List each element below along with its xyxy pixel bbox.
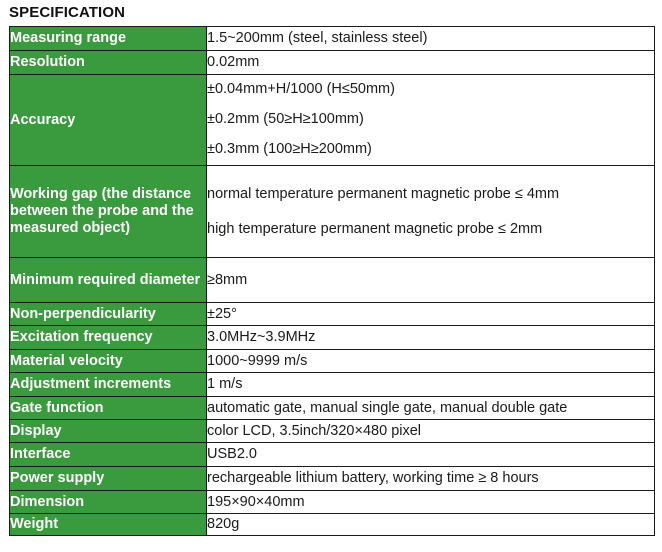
spec-value	[207, 258, 655, 303]
table-row	[10, 326, 655, 350]
spec-value	[207, 166, 655, 258]
spec-value-line: 3.0MHz~3.9MHz	[207, 329, 316, 345]
spec-value-line: 195×90×40mm	[207, 493, 305, 510]
spec-value-line: 1000~9999 m/s	[207, 352, 308, 369]
spec-value-line: 0.02mm	[207, 54, 260, 70]
spec-label: Adjustment increments	[10, 373, 207, 397]
table-row	[10, 443, 655, 467]
spec-label: Working gap (the distance between the probe and the measured object)	[10, 166, 207, 258]
section-heading: SPECIFICATION	[9, 4, 126, 21]
spec-label: Display	[10, 420, 207, 443]
spec-value-line: ±25°	[207, 305, 237, 322]
spec-value	[207, 75, 655, 166]
spec-value	[207, 27, 655, 51]
spec-label: Gate function	[10, 397, 207, 420]
spec-value	[207, 467, 655, 491]
spec-label: Weight	[10, 514, 207, 536]
spec-value-line: automatic gate, manual single gate, manual double gate	[207, 399, 568, 416]
table-row	[10, 420, 655, 443]
spec-value	[207, 491, 655, 514]
spec-label: Excitation frequency	[10, 326, 207, 350]
table-row	[10, 166, 655, 258]
spec-value	[207, 443, 655, 467]
spec-value-line: ≥8mm	[207, 271, 248, 288]
spec-label: Non-perpendicularity	[10, 303, 207, 326]
table-row	[10, 51, 655, 75]
spec-value-line: USB2.0	[207, 446, 257, 462]
table-row	[10, 491, 655, 514]
spec-value	[207, 350, 655, 373]
table-row	[10, 514, 655, 536]
table-row	[10, 27, 655, 51]
spec-label: Power supply	[10, 467, 207, 491]
spec-value	[207, 303, 655, 326]
spec-value-line: ±0.04mm+H/1000 (H≤50mm)	[207, 81, 395, 97]
spec-value-line: color LCD, 3.5inch/320×480 pixel	[207, 422, 422, 439]
spec-value	[207, 326, 655, 350]
spec-value-line: 1 m/s	[207, 376, 243, 392]
table-row	[10, 397, 655, 420]
spec-value-line: high temperature permanent magnetic probe ≤ 2mm	[207, 220, 543, 237]
spec-label: Dimension	[10, 491, 207, 514]
spec-value-line: ±0.2mm (50≥H≥100mm)	[207, 111, 364, 127]
spec-value-line: normal temperature permanent magnetic probe ≤ 4mm	[207, 185, 560, 202]
spec-value	[207, 51, 655, 75]
spec-label: Measuring range	[10, 27, 207, 51]
spec-value	[207, 373, 655, 397]
spec-value-line: 820g	[207, 516, 240, 532]
spec-value	[207, 397, 655, 420]
table-row	[10, 303, 655, 326]
spec-label: Accuracy	[10, 75, 207, 166]
table-row	[10, 373, 655, 397]
spec-value-line: rechargeable lithium battery, working time ≥ 8 hours	[207, 470, 539, 486]
table-row	[10, 258, 655, 303]
specification-table	[9, 26, 655, 536]
spec-value-line: ±0.3mm (100≥H≥200mm)	[207, 141, 372, 157]
spec-value	[207, 514, 655, 536]
table-row	[10, 350, 655, 373]
spec-label: Minimum required diameter	[10, 258, 207, 303]
spec-value-line: 1.5~200mm (steel, stainless steel)	[207, 30, 428, 46]
table-row	[10, 75, 655, 166]
spec-label: Interface	[10, 443, 207, 467]
spec-value	[207, 420, 655, 443]
table-row	[10, 467, 655, 491]
spec-label: Material velocity	[10, 350, 207, 373]
spec-label: Resolution	[10, 51, 207, 75]
